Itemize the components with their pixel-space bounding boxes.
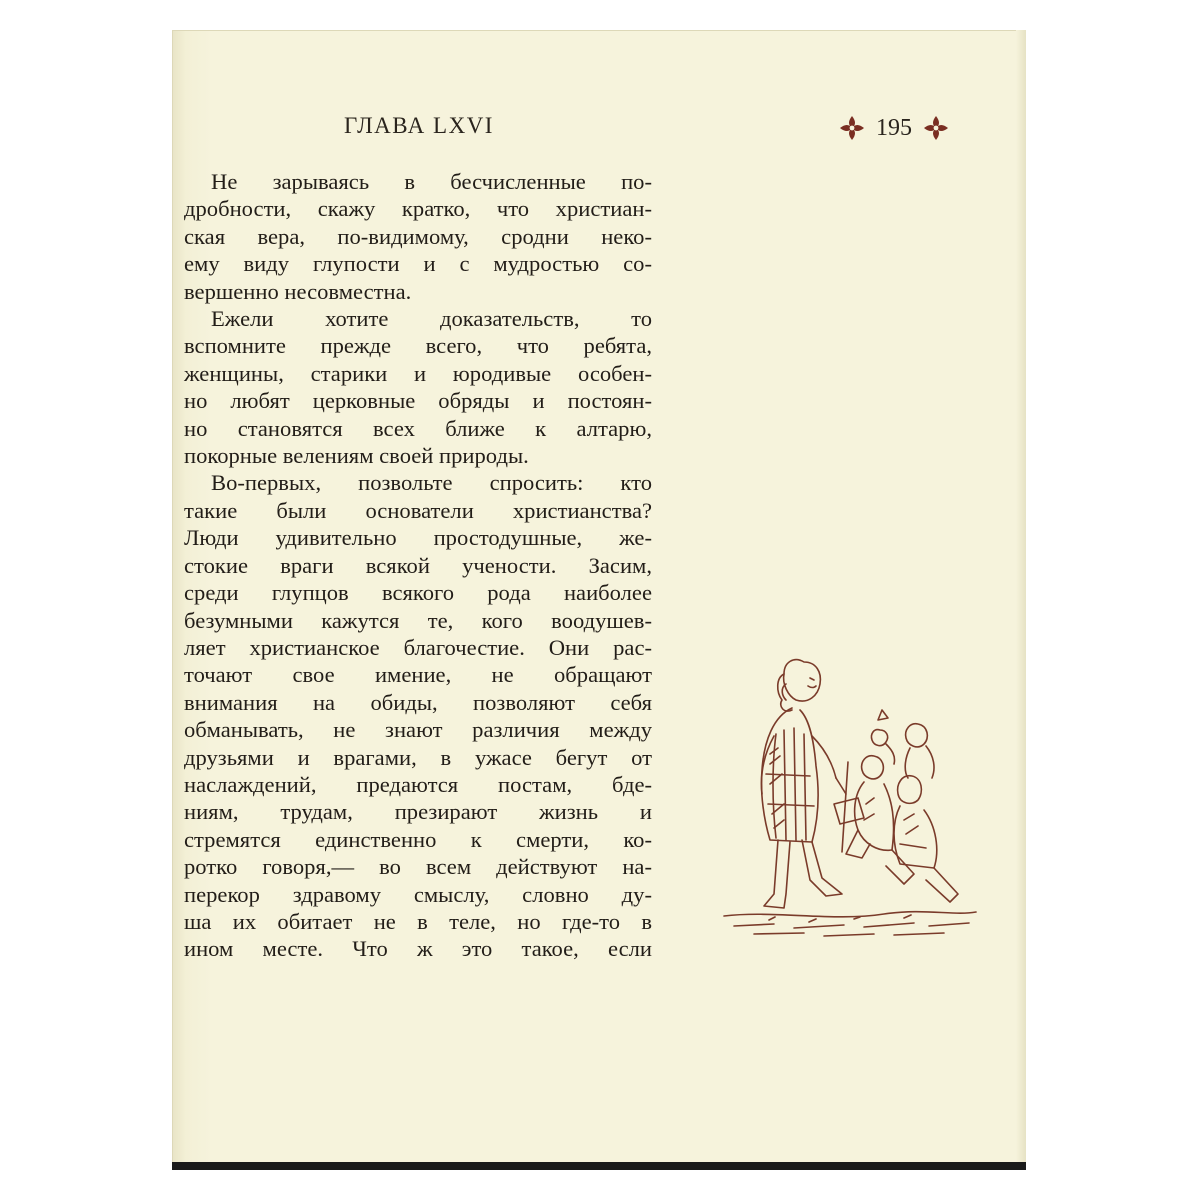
text-line: Во-первых, позвольте спросить: кто (211, 470, 652, 496)
page-bottom-shadow (172, 1162, 1026, 1170)
text-line: наслаждений, предаются постам, бде- (184, 771, 652, 797)
text-line: друзьями и врагами, в ужасе бегут от (184, 744, 652, 770)
text-line: ская вера, по-видимому, сродни неко- (184, 223, 652, 249)
text-line: точают свое имение, не обращают (184, 662, 652, 688)
chapter-title: ГЛАВА LXVI (344, 113, 494, 138)
text-line: обманывать, не знают различия между (184, 717, 652, 743)
text-line: ша их обитает не в теле, но где-то в (184, 908, 652, 934)
floral-ornament-right-icon (920, 112, 952, 144)
paragraph (184, 305, 652, 469)
text-line: покорные велениям своей природы. (184, 443, 529, 469)
text-line: но любят церковные обряды и постоян- (184, 388, 652, 414)
page-number: 195 (876, 114, 912, 141)
text-line: ниям, трудам, презирают жизнь и (184, 799, 652, 825)
page-number-header (836, 112, 952, 144)
paragraph (184, 168, 652, 305)
text-line: но становятся всех ближе к алтарю, (184, 415, 652, 441)
text-line: среди глупцов всякого рода наиболее (184, 580, 652, 606)
text-line: стокие враги всякой учености. Засим, (184, 552, 652, 578)
text-line: вершенно несовместна. (184, 278, 412, 304)
text-line: безумными кажутся те, кого воодушев- (184, 607, 652, 633)
paragraph (184, 469, 652, 962)
text-line: ином месте. Что ж это такое, если (184, 936, 652, 962)
text-line: вспомните прежде всего, что ребята, (184, 333, 652, 359)
text-line: Люди удивительно простодушные, же- (184, 525, 652, 551)
text-line: ротко говоря,— во всем действуют на- (184, 854, 652, 880)
body-text (184, 168, 652, 963)
floral-ornament-left-icon (836, 112, 868, 144)
text-line: Ежели хотите доказательств, то (211, 306, 652, 332)
engraving-illustration-icon (714, 644, 982, 944)
text-line: внимания на обиды, позволяют себя (184, 689, 652, 715)
page-edge (1016, 30, 1026, 1170)
text-line: перекор здравому смыслу, словно ду- (184, 881, 652, 907)
text-line: ему виду глупости и с мудростью со- (184, 251, 652, 277)
text-line: ляет христианское благочестие. Они рас- (184, 634, 652, 660)
text-line: дробности, скажу кратко, что христиан- (184, 196, 652, 222)
text-line: стремятся единственно к смерти, ко- (184, 826, 652, 852)
text-line: Не зарываясь в бесчисленные по- (211, 169, 652, 194)
text-line: женщины, старики и юродивые особен- (184, 360, 652, 386)
text-line: такие были основатели христианства? (184, 497, 652, 523)
